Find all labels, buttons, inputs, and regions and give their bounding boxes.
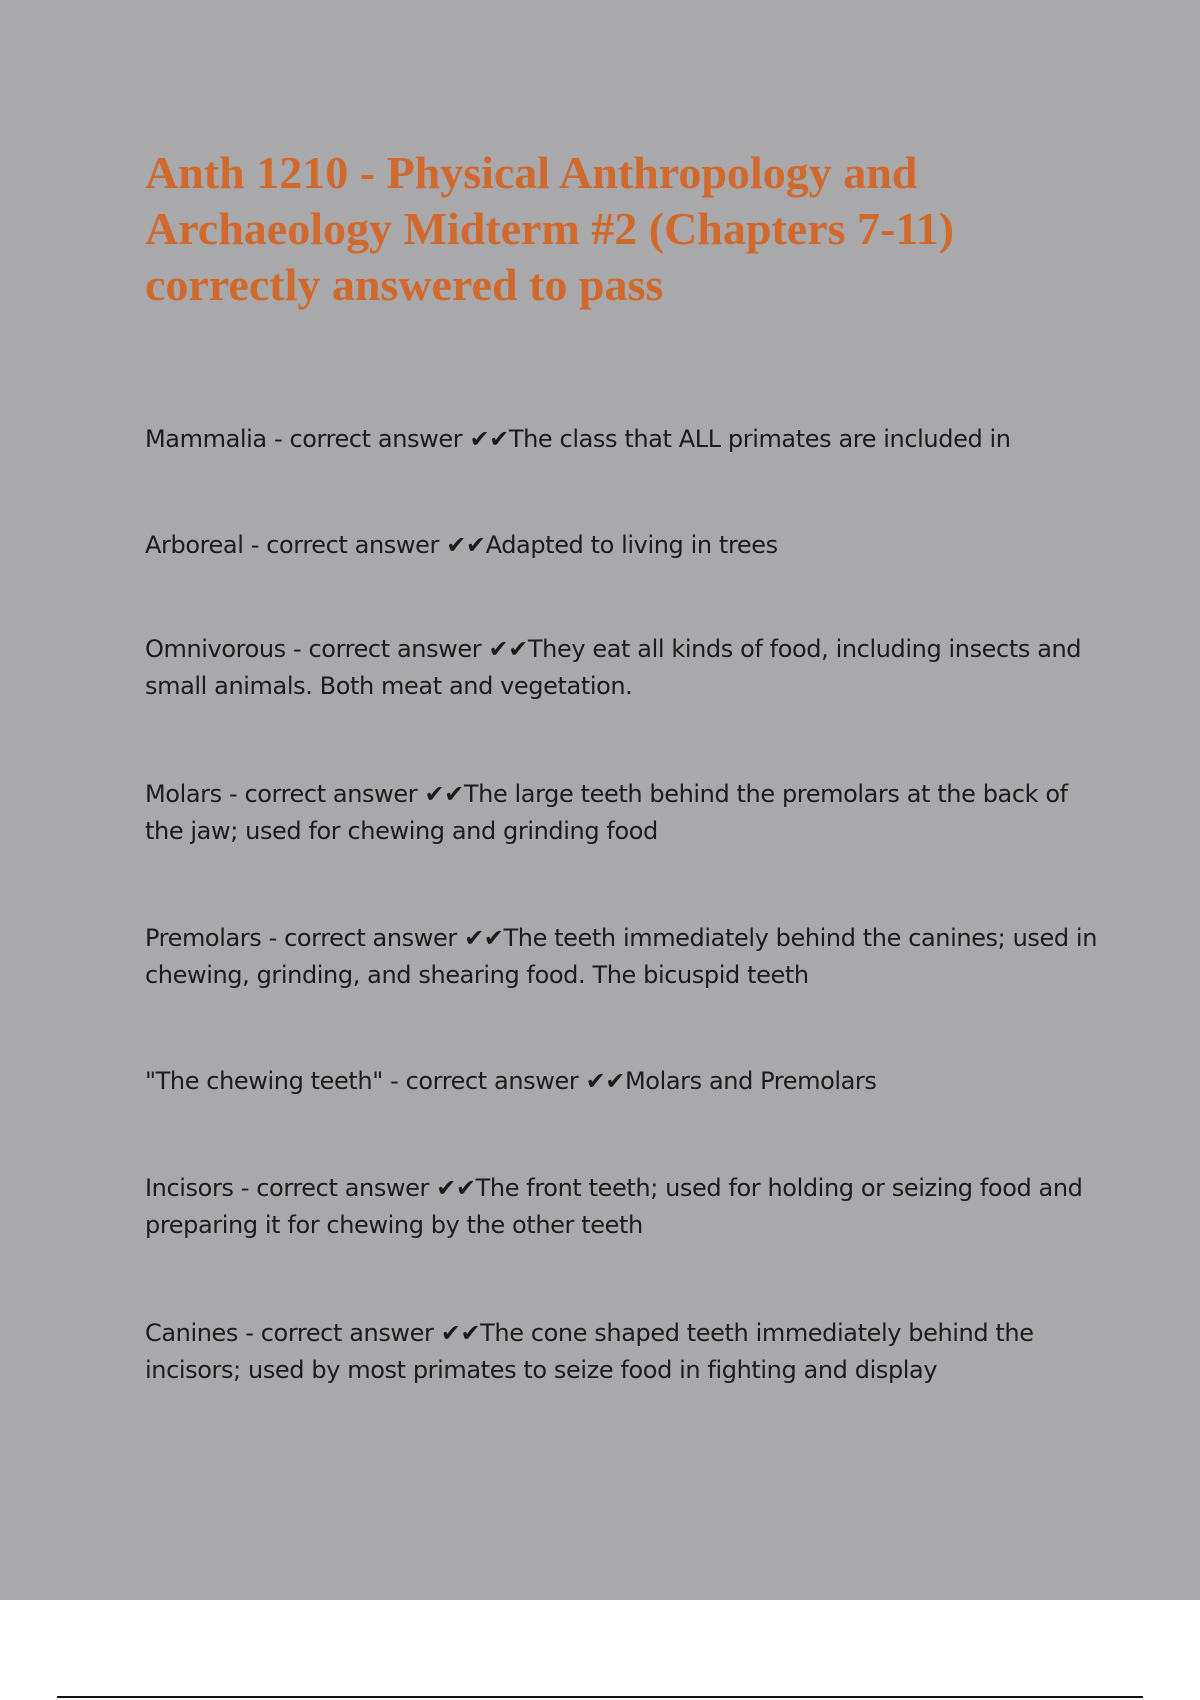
qa-answer: The class that ALL primates are included in: [508, 425, 1011, 453]
qa-term: Omnivorous: [145, 635, 286, 663]
checkmark-icon: ✔✔: [488, 635, 528, 663]
footer-divider: [57, 1696, 1143, 1698]
qa-term: Incisors: [145, 1174, 234, 1202]
qa-item-incisors: [145, 1170, 1105, 1244]
checkmark-icon: ✔✔: [464, 924, 504, 952]
qa-marker: - correct answer: [285, 635, 489, 663]
qa-answer: The front teeth; used for holding or seizing food and preparing it for chewing by the other teeth: [145, 1174, 1083, 1239]
checkmark-icon: ✔✔: [436, 1174, 476, 1202]
qa-marker: - correct answer: [382, 1067, 586, 1095]
qa-answer: They eat all kinds of food, including insects and small animals. Both meat and vegetation.: [145, 635, 1082, 700]
qa-term: Premolars: [145, 924, 262, 952]
qa-item-molars: [145, 776, 1105, 850]
checkmark-icon: ✔✔: [446, 531, 486, 559]
qa-marker: - correct answer: [266, 425, 470, 453]
qa-term: "The chewing teeth": [145, 1067, 383, 1095]
qa-item-premolars: [145, 920, 1105, 994]
qa-answer: Adapted to living in trees: [485, 531, 778, 559]
qa-marker: - correct answer: [221, 780, 425, 808]
checkmark-icon: ✔✔: [585, 1067, 625, 1095]
qa-item-chewing-teeth: [145, 1063, 1105, 1100]
qa-marker: - correct answer: [238, 1319, 441, 1347]
qa-answer: The large teeth behind the premolars at the back of the jaw; used for chewing and grinding food: [145, 780, 1068, 845]
qa-item-omnivorous: [145, 631, 1105, 705]
qa-answer: The teeth immediately behind the canines; used in chewing, grinding, and shearing food. The bicuspid teeth: [145, 924, 1098, 989]
qa-term: Canines: [145, 1319, 239, 1347]
checkmark-icon: ✔✔: [440, 1319, 481, 1347]
checkmark-icon: ✔✔: [424, 780, 464, 808]
qa-answer: The cone shaped teeth immediately behind the incisors; used by most primates to seize food in fighting and display: [145, 1319, 1034, 1384]
qa-marker: - correct answer: [261, 924, 465, 952]
checkmark-icon: ✔✔: [469, 425, 509, 453]
qa-marker: - correct answer: [233, 1174, 437, 1202]
qa-answer: Molars and Premolars: [624, 1067, 877, 1095]
qa-item-canines: [145, 1315, 1105, 1389]
qa-term: Arboreal: [145, 531, 244, 559]
qa-marker: - correct answer: [243, 531, 447, 559]
qa-term: Mammalia: [145, 425, 267, 453]
qa-item-arboreal: [145, 527, 1105, 564]
qa-term: Molars: [145, 780, 222, 808]
document-title: Anth 1210 - Physical Anthropology and Archaeology Midterm #2 (Chapters 7-11) correctly answered to pass: [145, 147, 955, 310]
qa-item-mammalia: [145, 421, 1105, 458]
